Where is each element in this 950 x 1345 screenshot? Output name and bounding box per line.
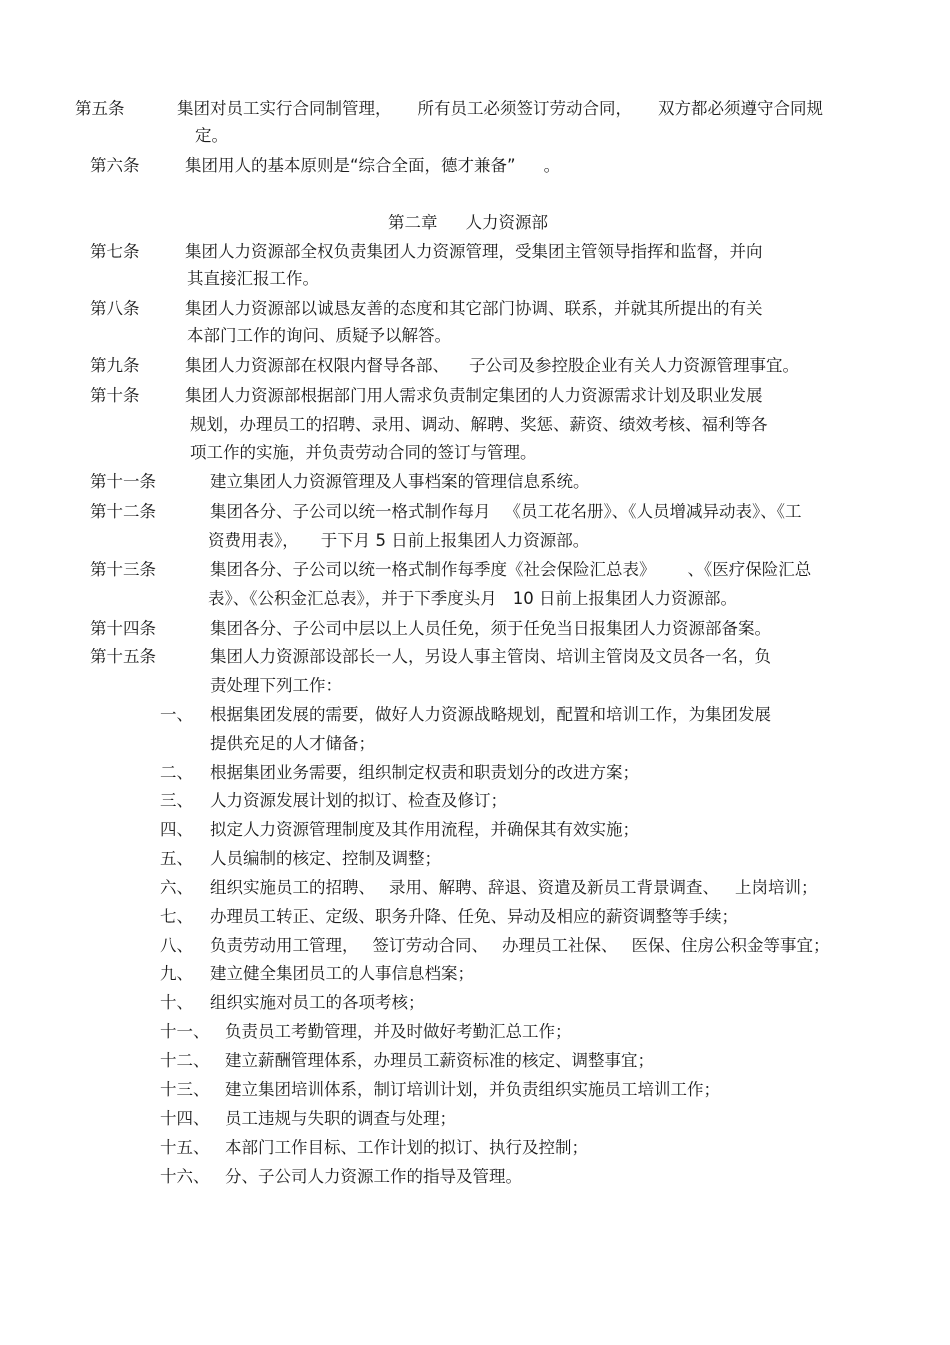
list-item-number: 十三、 xyxy=(160,1080,210,1099)
article-14-text: 集团各分、子公司中层以上人员任免，须于任免当日报集团人力资源部备案。 xyxy=(210,619,771,638)
article-13-text-part: 、《医疗保险汇总 xyxy=(687,560,812,579)
list-item-text-part: 办理员工社保、 xyxy=(502,936,618,955)
article-10-text-continued: 规划，办理员工的招聘、录用、调动、解聘、奖惩、薪资、绩效考核、福利等各 xyxy=(190,415,768,434)
article-8-text-continued: 本部门工作的询问、质疑予以解答。 xyxy=(187,326,451,345)
chapter-number: 第二章 xyxy=(388,213,438,232)
article-15-text-continued: 责处理下列工作： xyxy=(210,676,342,695)
article-13-text-part: 10 日前上报集团人力资源部。 xyxy=(512,589,737,608)
list-item-text: 办理员工转正、定级、职务升降、任免、异动及相应的薪资调整等手续； xyxy=(210,907,738,926)
list-item-number: 十五、 xyxy=(160,1138,210,1157)
article-13-text-part: 集团各分、子公司以统一格式制作每季度《社会保险汇总表》 xyxy=(210,560,656,579)
list-item-number: 四、 xyxy=(160,820,193,839)
list-item-number: 七、 xyxy=(160,907,193,926)
list-item-text: 负责员工考勤管理，并及时做好考勤汇总工作； xyxy=(225,1022,572,1041)
article-5-text-part: 集团对员工实行合同制管理， xyxy=(177,99,392,118)
article-6-text-part: 。 xyxy=(543,156,561,175)
chapter-title: 人力资源部 xyxy=(465,213,548,232)
list-item-text: 拟定人力资源管理制度及其作用流程，并确保其有效实施； xyxy=(210,820,639,839)
article-10-number: 第十条 xyxy=(90,386,140,405)
list-item-number: 二、 xyxy=(160,763,193,782)
article-6-text xyxy=(185,155,560,177)
list-item-text-part: 签订劳动合同、 xyxy=(372,936,488,955)
article-11-text: 建立集团人力资源管理及人事档案的管理信息系统。 xyxy=(210,472,590,491)
list-item-text-continued: 提供充足的人才储备； xyxy=(210,734,375,753)
article-6-number: 第六条 xyxy=(90,156,140,175)
list-item-text-part: 医保、住房公积金等事宜； xyxy=(631,936,830,955)
list-item-text-part: 录用、解聘、辞退、资遣及新员工背景调查、 xyxy=(389,878,719,897)
list-item-text-part: 组织实施员工的招聘、 xyxy=(210,878,375,897)
list-item-number: 八、 xyxy=(160,936,193,955)
article-12-text-part: 于下月 5 日前上报集团人力资源部。 xyxy=(320,531,590,550)
article-5-text xyxy=(177,98,823,120)
list-item-text: 建立健全集团员工的人事信息档案； xyxy=(210,964,474,983)
list-item-number: 三、 xyxy=(160,791,193,810)
article-9-number: 第九条 xyxy=(90,356,140,375)
list-item-text: 员工违规与失职的调查与处理； xyxy=(225,1109,456,1128)
list-item-text: 分、子公司人力资源工作的指导及管理。 xyxy=(225,1167,522,1186)
article-15-text: 集团人力资源部设部长一人，另设人事主管岗、培训主管岗及文员各一名，负 xyxy=(210,647,771,666)
article-5-number: 第五条 xyxy=(75,99,125,118)
list-item-number: 六、 xyxy=(160,878,193,897)
chapter-heading xyxy=(388,212,548,234)
article-9-text-part: 集团人力资源部在权限内督导各部、 xyxy=(185,356,449,375)
list-item-number: 十四、 xyxy=(160,1109,210,1128)
list-item-text: 建立集团培训体系，制订培训计划，并负责组织实施员工培训工作； xyxy=(225,1080,720,1099)
article-12-text-part: 资费用表》， xyxy=(208,531,299,550)
article-10-text-continued: 项工作的实施，并负责劳动合同的签订与管理。 xyxy=(190,443,537,462)
list-item-text: 组织实施对员工的各项考核； xyxy=(210,993,425,1012)
list-item-text-part: 负责劳动用工管理， xyxy=(210,936,359,955)
article-10-text: 集团人力资源部根据部门用人需求负责制定集团的人力资源需求计划及职业发展 xyxy=(185,386,763,405)
article-12-text-continued xyxy=(208,530,589,552)
list-item-text: 本部门工作目标、工作计划的拟订、执行及控制； xyxy=(225,1138,588,1157)
article-11-number: 第十一条 xyxy=(90,472,156,491)
article-12-text-part: 《员工花名册》、《人员增减异动表》、《工 xyxy=(504,502,802,521)
article-12-text xyxy=(210,501,802,523)
article-12-text-part: 集团各分、子公司以统一格式制作每月 xyxy=(210,502,491,521)
article-5-text-continued: 定。 xyxy=(195,126,228,145)
article-5-text-part: 所有员工必须签订劳动合同， xyxy=(417,99,632,118)
list-item-text: 根据集团业务需要，组织制定权责和职责划分的改进方案； xyxy=(210,763,639,782)
list-item-number: 十六、 xyxy=(160,1167,210,1186)
list-item-text xyxy=(210,877,818,899)
article-8-text: 集团人力资源部以诚恳友善的态度和其它部门协调、联系，并就其所提出的有关 xyxy=(185,299,763,318)
article-7-number: 第七条 xyxy=(90,242,140,261)
list-item-text: 根据集团发展的需要，做好人力资源战略规划，配置和培训工作，为集团发展 xyxy=(210,705,771,724)
article-15-number: 第十五条 xyxy=(90,647,156,666)
article-7-text: 集团人力资源部全权负责集团人力资源管理，受集团主管领导指挥和监督，并向 xyxy=(185,242,763,261)
article-13-text-part: 表》、《公积金汇总表》，并于下季度头月 xyxy=(208,589,497,608)
article-7-text-continued: 其直接汇报工作。 xyxy=(187,269,319,288)
list-item-number: 十、 xyxy=(160,993,193,1012)
list-item-number: 十二、 xyxy=(160,1051,210,1070)
list-item-text: 人员编制的核定、控制及调整； xyxy=(210,849,441,868)
article-12-number: 第十二条 xyxy=(90,502,156,521)
article-6-text-part: 集团用人的基本原则是“综合全面，德才兼备” xyxy=(185,156,516,175)
list-item-number: 十一、 xyxy=(160,1022,210,1041)
list-item-text-part: 上岗培训； xyxy=(735,878,818,897)
list-item-text: 建立薪酬管理体系，办理员工薪资标准的核定、调整事宜； xyxy=(225,1051,654,1070)
article-9-text-part: 子公司及参控股企业有关人力资源管理事宜。 xyxy=(469,356,799,375)
article-13-text xyxy=(210,559,811,581)
list-item-number: 一、 xyxy=(160,705,193,724)
article-14-number: 第十四条 xyxy=(90,619,156,638)
list-item-number: 五、 xyxy=(160,849,193,868)
article-5-text-part: 双方都必须遵守合同规 xyxy=(658,99,823,118)
list-item-text: 人力资源发展计划的拟订、检查及修订； xyxy=(210,791,507,810)
article-9-text xyxy=(185,355,799,377)
article-8-number: 第八条 xyxy=(90,299,140,318)
article-13-text-continued xyxy=(208,588,737,610)
article-13-number: 第十三条 xyxy=(90,560,156,579)
list-item-text xyxy=(210,935,830,957)
list-item-number: 九、 xyxy=(160,964,193,983)
